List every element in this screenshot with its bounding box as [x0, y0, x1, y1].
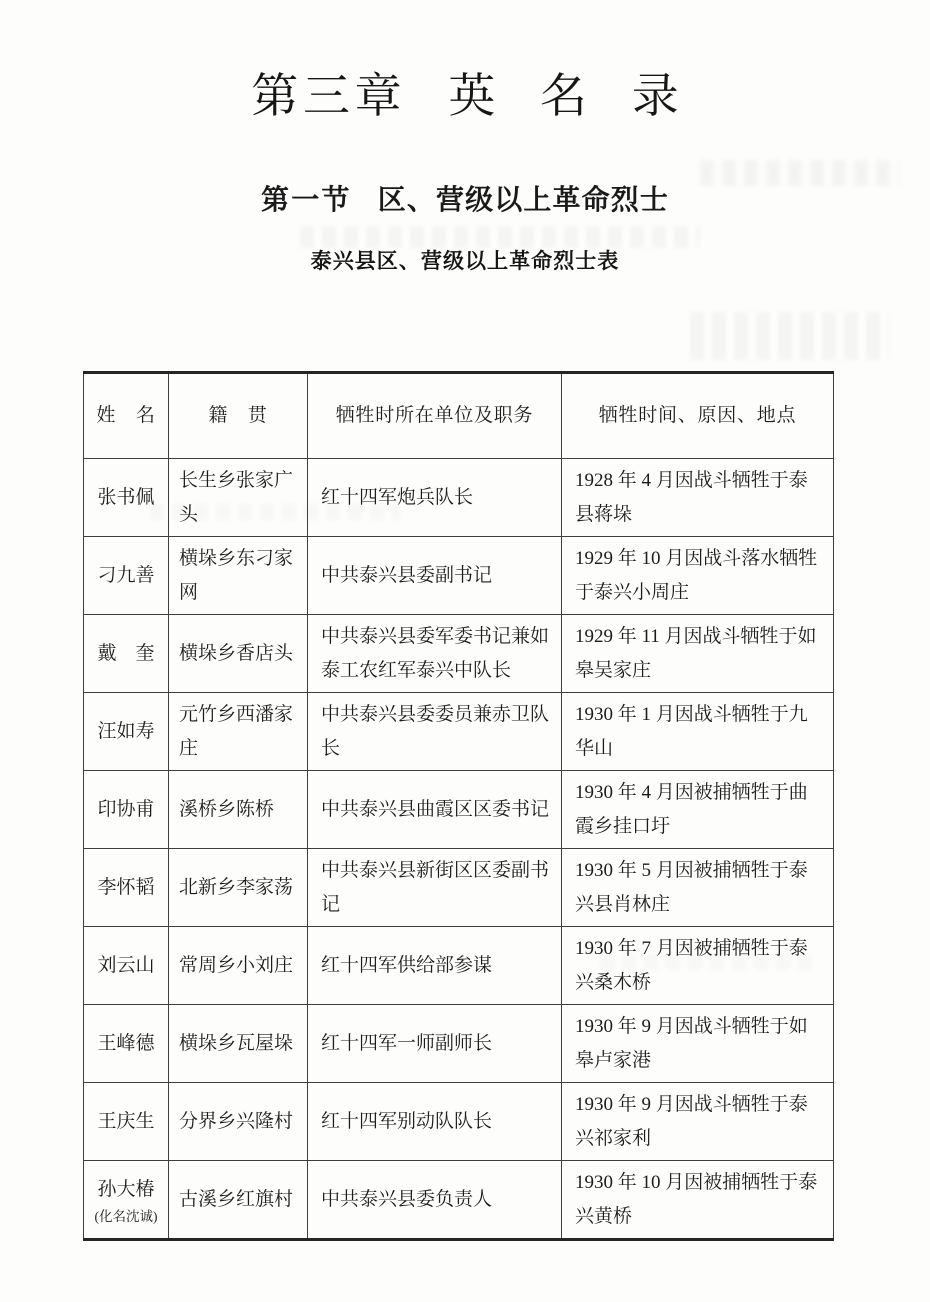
cell-name: [84, 693, 169, 771]
section-title-text: 区、营级以上革命烈士: [377, 185, 669, 216]
section-title-number: 第一节: [261, 185, 352, 216]
chapter-title-number: 第三章: [251, 71, 407, 123]
cell-unit-position: 中共泰兴县委委员兼赤卫队长: [308, 693, 562, 771]
martyr-table: [83, 371, 834, 1241]
bleedthrough-ghost: [690, 312, 890, 360]
column-header-native-place: 籍 贯: [169, 373, 308, 459]
cell-name: [84, 1005, 169, 1083]
martyr-name: 王峰德: [97, 1032, 155, 1054]
cell-sacrifice: 1930 年 9 月因战斗牺牲于泰兴祁家利: [562, 1083, 834, 1161]
cell-name: [84, 615, 169, 693]
table-row: [84, 615, 834, 693]
table-row: [84, 693, 834, 771]
martyr-table-body: [84, 459, 834, 1240]
cell-sacrifice: 1928 年 4 月因战斗牺牲于泰县蒋垛: [562, 459, 834, 537]
section-title: [0, 187, 930, 215]
cell-unit-position: 中共泰兴县新街区区委副书记: [308, 849, 562, 927]
chapter-title-text: 英名录: [448, 71, 724, 123]
cell-unit-position: 中共泰兴县委副书记: [308, 537, 562, 615]
cell-native-place: 元竹乡西潘家庄: [169, 693, 308, 771]
cell-unit-position: 中共泰兴县委军委书记兼如泰工农红军泰兴中队长: [308, 615, 562, 693]
bleedthrough-ghost: [300, 226, 700, 248]
scanned-document-page: [0, 71, 930, 1302]
table-row: [84, 771, 834, 849]
column-header-unit-position: 牺牲时所在单位及职务: [308, 373, 562, 459]
cell-sacrifice: 1930 年 7 月因被捕牺牲于泰兴桑木桥: [562, 927, 834, 1005]
bleedthrough-ghost: [700, 160, 900, 186]
cell-sacrifice: 1930 年 1 月因战斗牺牲于九华山: [562, 693, 834, 771]
cell-sacrifice: 1929 年 11 月因战斗牺牲于如皋吴家庄: [562, 615, 834, 693]
column-header-sacrifice: 牺牲时间、原因、地点: [562, 373, 834, 459]
martyr-table-container: [83, 371, 833, 1241]
cell-unit-position: 红十四军炮兵队长: [308, 459, 562, 537]
cell-name: [84, 849, 169, 927]
table-row: [84, 849, 834, 927]
cell-name: [84, 771, 169, 849]
martyr-name: 戴 奎: [97, 642, 155, 664]
table-caption: 泰兴县区、营级以上革命烈士表: [310, 249, 620, 273]
cell-unit-position: 红十四军一师副师长: [308, 1005, 562, 1083]
martyr-name: 李怀韬: [97, 876, 155, 898]
cell-native-place: 分界乡兴隆村: [169, 1083, 308, 1161]
martyr-name: 刘云山: [97, 954, 155, 976]
cell-sacrifice: 1930 年 4 月因被捕牺牲于曲霞乡挂口圩: [562, 771, 834, 849]
table-row: [84, 537, 834, 615]
cell-unit-position: 中共泰兴县曲霞区区委书记: [308, 771, 562, 849]
table-row: [84, 1083, 834, 1161]
table-row: [84, 1005, 834, 1083]
column-header-name: 姓 名: [84, 373, 169, 459]
table-row: [84, 459, 834, 537]
cell-sacrifice: 1930 年 9 月因战斗牺牲于如皋卢家港: [562, 1005, 834, 1083]
cell-unit-position: 红十四军供给部参谋: [308, 927, 562, 1005]
martyr-name: 刁九善: [97, 564, 155, 586]
cell-name: [84, 459, 169, 537]
cell-sacrifice: 1930 年 10 月因被捕牺牲于泰兴黄桥: [562, 1161, 834, 1240]
cell-native-place: 横垛乡香店头: [169, 615, 308, 693]
martyr-name: 张书佩: [97, 486, 155, 508]
cell-unit-position: 红十四军别动队队长: [308, 1083, 562, 1161]
martyr-name: 印协甫: [97, 798, 155, 820]
cell-sacrifice: 1929 年 10 月因战斗落水牺牲于泰兴小周庄: [562, 537, 834, 615]
chapter-title: [0, 71, 930, 123]
cell-name: [84, 927, 169, 1005]
cell-native-place: 常周乡小刘庄: [169, 927, 308, 1005]
table-row: [84, 927, 834, 1005]
martyr-alias: (化名沈诚): [94, 1209, 158, 1225]
cell-native-place: 古溪乡红旗村: [169, 1161, 308, 1240]
cell-unit-position: 中共泰兴县委负责人: [308, 1161, 562, 1240]
martyr-name: 王庆生: [97, 1110, 155, 1132]
cell-native-place: 横垛乡瓦屋垛: [169, 1005, 308, 1083]
header-row: [84, 373, 834, 459]
martyr-name: 汪如寿: [97, 720, 155, 742]
cell-native-place: 溪桥乡陈桥: [169, 771, 308, 849]
cell-name: [84, 537, 169, 615]
cell-native-place: 横垛乡东刁家网: [169, 537, 308, 615]
cell-sacrifice: 1930 年 5 月因被捕牺牲于泰兴县肖林庄: [562, 849, 834, 927]
cell-native-place: 北新乡李家荡: [169, 849, 308, 927]
martyr-name: 孙大椿: [97, 1179, 155, 1201]
martyr-table-header: [84, 373, 834, 459]
cell-name: [84, 1083, 169, 1161]
cell-native-place: 长生乡张家广头: [169, 459, 308, 537]
